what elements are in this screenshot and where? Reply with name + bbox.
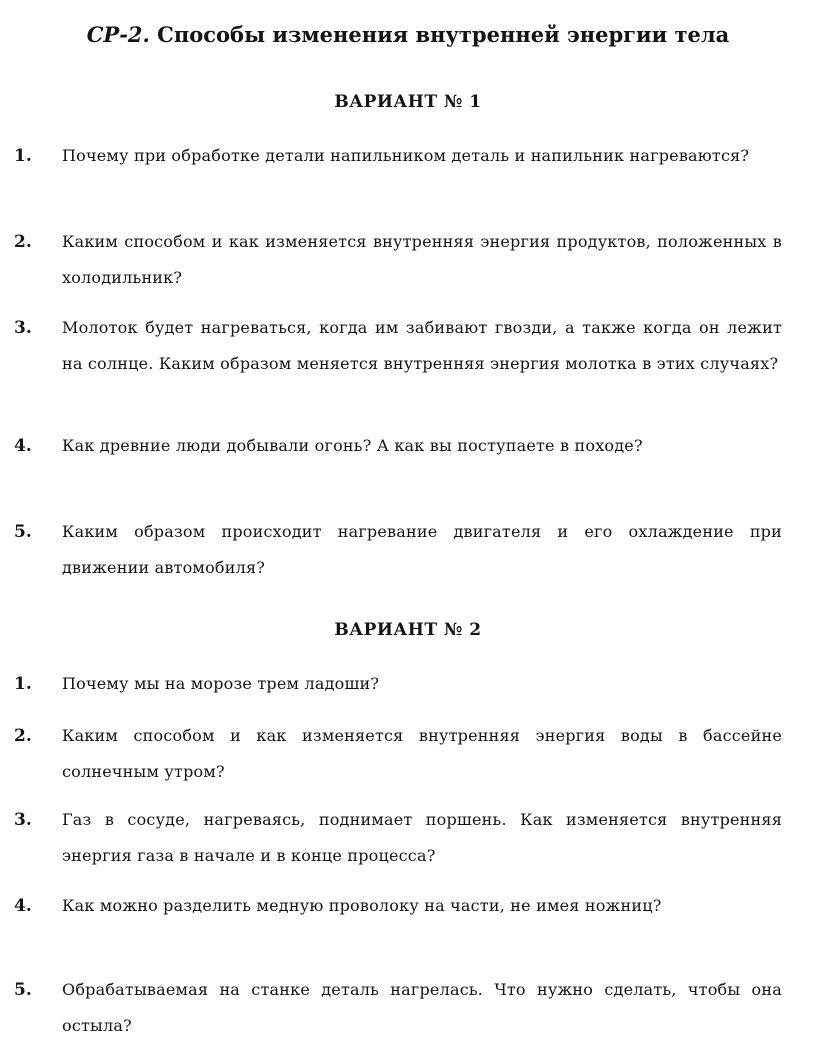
question-number: 3.: [14, 810, 32, 830]
question-number: 3.: [14, 318, 32, 338]
variant-1-heading: ВАРИАНТ № 1: [334, 92, 482, 112]
question-number: 5.: [14, 522, 32, 542]
variant-1-question-2: [14, 224, 782, 296]
variant-2-question-2: [14, 718, 782, 790]
question-number: 5.: [14, 980, 32, 1000]
variant-2-question-1: [14, 666, 782, 702]
question-number: 2.: [14, 726, 32, 746]
question-number: 4.: [14, 436, 32, 456]
question-text: Как древние люди добывали огонь? А как вы поступаете в походе?: [62, 436, 643, 455]
question-text: Как можно разделить медную проволоку на части, не имея ножниц?: [62, 896, 662, 915]
question-number: 1.: [14, 674, 32, 694]
title-code: СР-2.: [86, 22, 150, 47]
variant-1-question-3: [14, 310, 782, 382]
question-text: Молоток будет нагреваться, когда им забивают гвозди, а также когда он лежит на солнце. Каким образом меняется внутренняя энергия молотка в этих случаях?: [62, 318, 782, 373]
variant-2-heading: ВАРИАНТ № 2: [334, 620, 482, 640]
question-text: Почему при обработке детали напильником деталь и напильник нагреваются?: [62, 146, 750, 165]
question-number: 4.: [14, 896, 32, 916]
variant-2-question-3: [14, 802, 782, 874]
question-text: Газ в сосуде, нагреваясь, поднимает поршень. Как изменяется внутренняя энергия газа в начале и в конце процесса?: [62, 810, 782, 865]
question-text: Каким способом и как изменяется внутренняя энергия продуктов, положенных в холодильник?: [62, 232, 782, 287]
title-text: Способы изменения внутренней энергии тела: [157, 22, 730, 47]
variant-1-question-1: [14, 138, 782, 174]
variant-1-question-4: [14, 428, 782, 464]
page-title: [0, 22, 816, 47]
variant-2-question-4: [14, 888, 782, 924]
question-text: Почему мы на морозе трем ладоши?: [62, 674, 380, 693]
question-number: 1.: [14, 146, 32, 166]
variant-1-question-5: [14, 514, 782, 586]
question-text: Каким образом происходит нагревание двигателя и его охлаждение при движении автомобиля?: [62, 522, 782, 577]
question-number: 2.: [14, 232, 32, 252]
question-text: Обрабатываемая на станке деталь нагрелась. Что нужно сделать, чтобы она остыла?: [62, 980, 782, 1035]
variant-2-question-5: [14, 972, 782, 1044]
question-text: Каким способом и как изменяется внутренняя энергия воды в бассейне солнечным утром?: [62, 726, 782, 781]
